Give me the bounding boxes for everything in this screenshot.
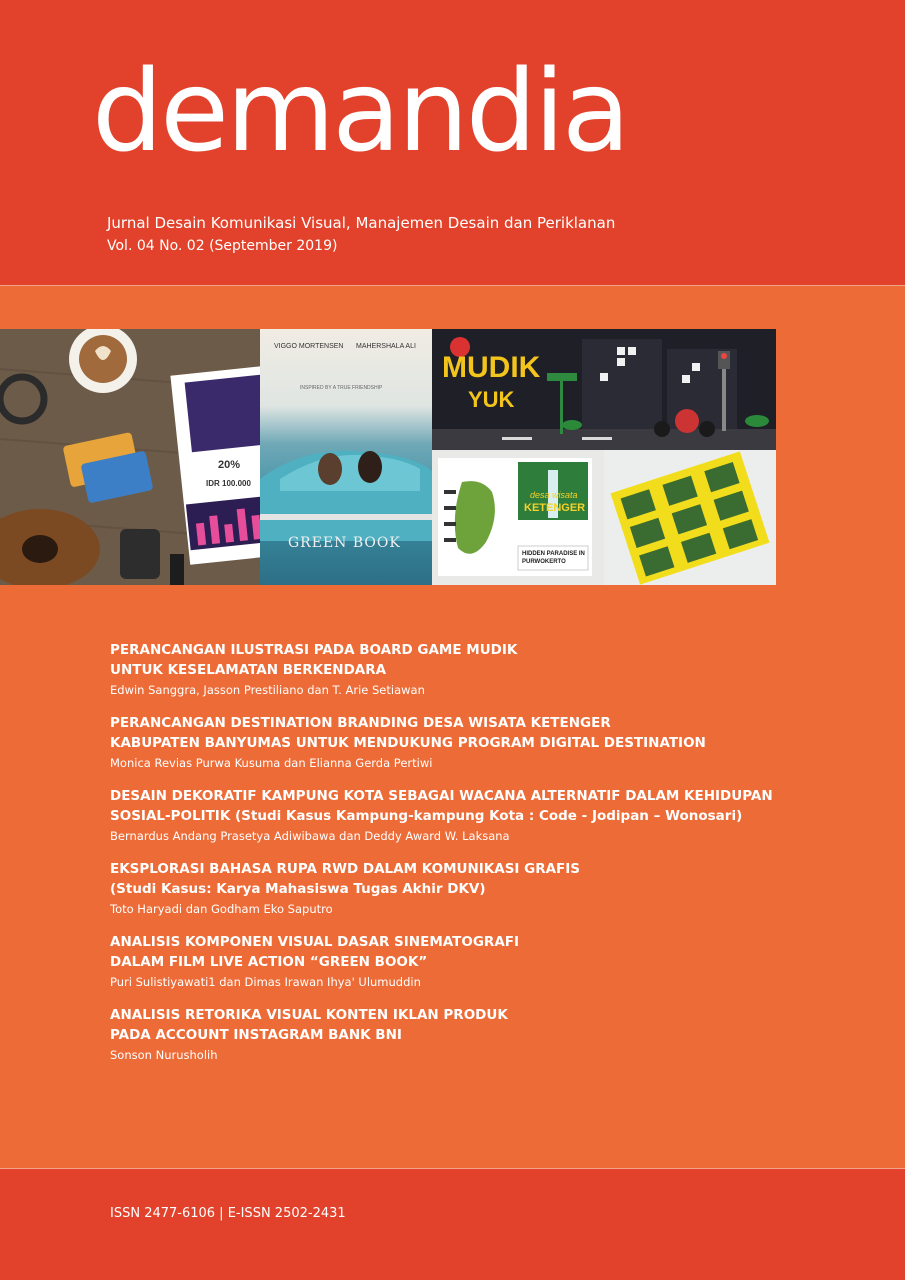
article-item xyxy=(110,713,810,773)
article-list xyxy=(110,640,810,1078)
article-title-line: EKSPLORASI BAHASA RUPA RWD DALAM KOMUNIKASI GRAFIS xyxy=(110,861,581,877)
article-authors: Edwin Sanggra, Jasson Prestiliano dan T. Arie Setiawan xyxy=(110,683,425,697)
journal-subtitle: Jurnal Desain Komunikasi Visual, Manajemen Desain dan Periklanan xyxy=(107,214,616,232)
yellow-brochure-illustration xyxy=(604,450,776,585)
green-book-poster-tile xyxy=(260,329,432,585)
article-title-line: UNTUK KESELAMATAN BERKENDARA xyxy=(110,662,387,678)
article-title-line: SOSIAL-POLITIK (Studi Kasus Kampung-kampung Kota : Code - Jodipan – Wonosari) xyxy=(110,808,743,824)
poster-tagline: INSPIRED BY A TRUE FRIENDSHIP xyxy=(300,385,383,391)
article-item xyxy=(110,786,810,846)
cover-collage xyxy=(0,329,776,585)
poster-title: GREEN BOOK xyxy=(288,535,401,551)
article-title-line: (Studi Kasus: Karya Mahasiswa Tugas Akhir DKV) xyxy=(110,881,486,897)
article-authors: Toto Haryadi dan Godham Eko Saputro xyxy=(110,902,333,916)
mudik-title-2: YUK xyxy=(468,387,515,412)
article-title-line: ANALISIS RETORIKA VISUAL KONTEN IKLAN PRODUK xyxy=(110,1007,508,1023)
mudik-yuk-tile xyxy=(432,329,776,450)
article-item xyxy=(110,1005,810,1065)
article-item xyxy=(110,932,810,992)
article-authors: Bernardus Andang Prasetya Adiwibawa dan Deddy Award W. Laksana xyxy=(110,829,510,843)
article-title-line: PERANCANGAN ILUSTRASI PADA BOARD GAME MUDIK xyxy=(110,642,518,658)
issn-info: ISSN 2477-6106 | E-ISSN 2502-2431 xyxy=(110,1206,346,1221)
yellow-brochure-tile xyxy=(604,450,776,585)
article-title-line: DALAM FILM LIVE ACTION “GREEN BOOK” xyxy=(110,954,428,970)
article-authors: Puri Sulistiyawati1 dan Dimas Irawan Ihya' Ulumuddin xyxy=(110,975,421,989)
header-divider xyxy=(0,285,905,286)
poster-actor-left: VIGGO MORTENSEN xyxy=(274,343,344,350)
cover-footer xyxy=(0,1169,905,1280)
article-item xyxy=(110,640,810,700)
article-title-line: ANALISIS KOMPONEN VISUAL DASAR SINEMATOGRAFI xyxy=(110,934,520,950)
desk-promo-amount: IDR 100.000 xyxy=(206,479,251,488)
poster-actor-right: MAHERSHALA ALI xyxy=(356,343,416,350)
article-authors: Sonson Nurusholih xyxy=(110,1048,218,1062)
article-title-line: KABUPATEN BANYUMAS UNTUK MENDUKUNG PROGRAM DIGITAL DESTINATION xyxy=(110,735,706,751)
desk-promo-price: 20% xyxy=(218,459,241,471)
journal-logo: demandia xyxy=(92,47,628,177)
ketenger-caption: HIDDEN PARADISE IN PURWOKERTO xyxy=(522,551,585,565)
ketenger-brochure-tile xyxy=(432,450,604,585)
desk-photo-tile xyxy=(0,329,260,585)
ketenger-title: KETENGER xyxy=(524,502,586,514)
ketenger-label: desa wisata xyxy=(530,490,578,500)
article-title-line: PERANCANGAN DESTINATION BRANDING DESA WISATA KETENGER xyxy=(110,715,611,731)
article-title-line: DESAIN DEKORATIF KAMPUNG KOTA SEBAGAI WACANA ALTERNATIF DALAM KEHIDUPAN xyxy=(110,788,773,804)
desk-illustration xyxy=(0,329,260,585)
article-item xyxy=(110,859,810,919)
article-title-line: PADA ACCOUNT INSTAGRAM BANK BNI xyxy=(110,1027,402,1043)
issue-info: Vol. 04 No. 02 (September 2019) xyxy=(107,238,338,254)
mudik-title-1: MUDIK xyxy=(442,351,541,384)
article-authors: Monica Revias Purwa Kusuma dan Elianna Gerda Pertiwi xyxy=(110,756,433,770)
